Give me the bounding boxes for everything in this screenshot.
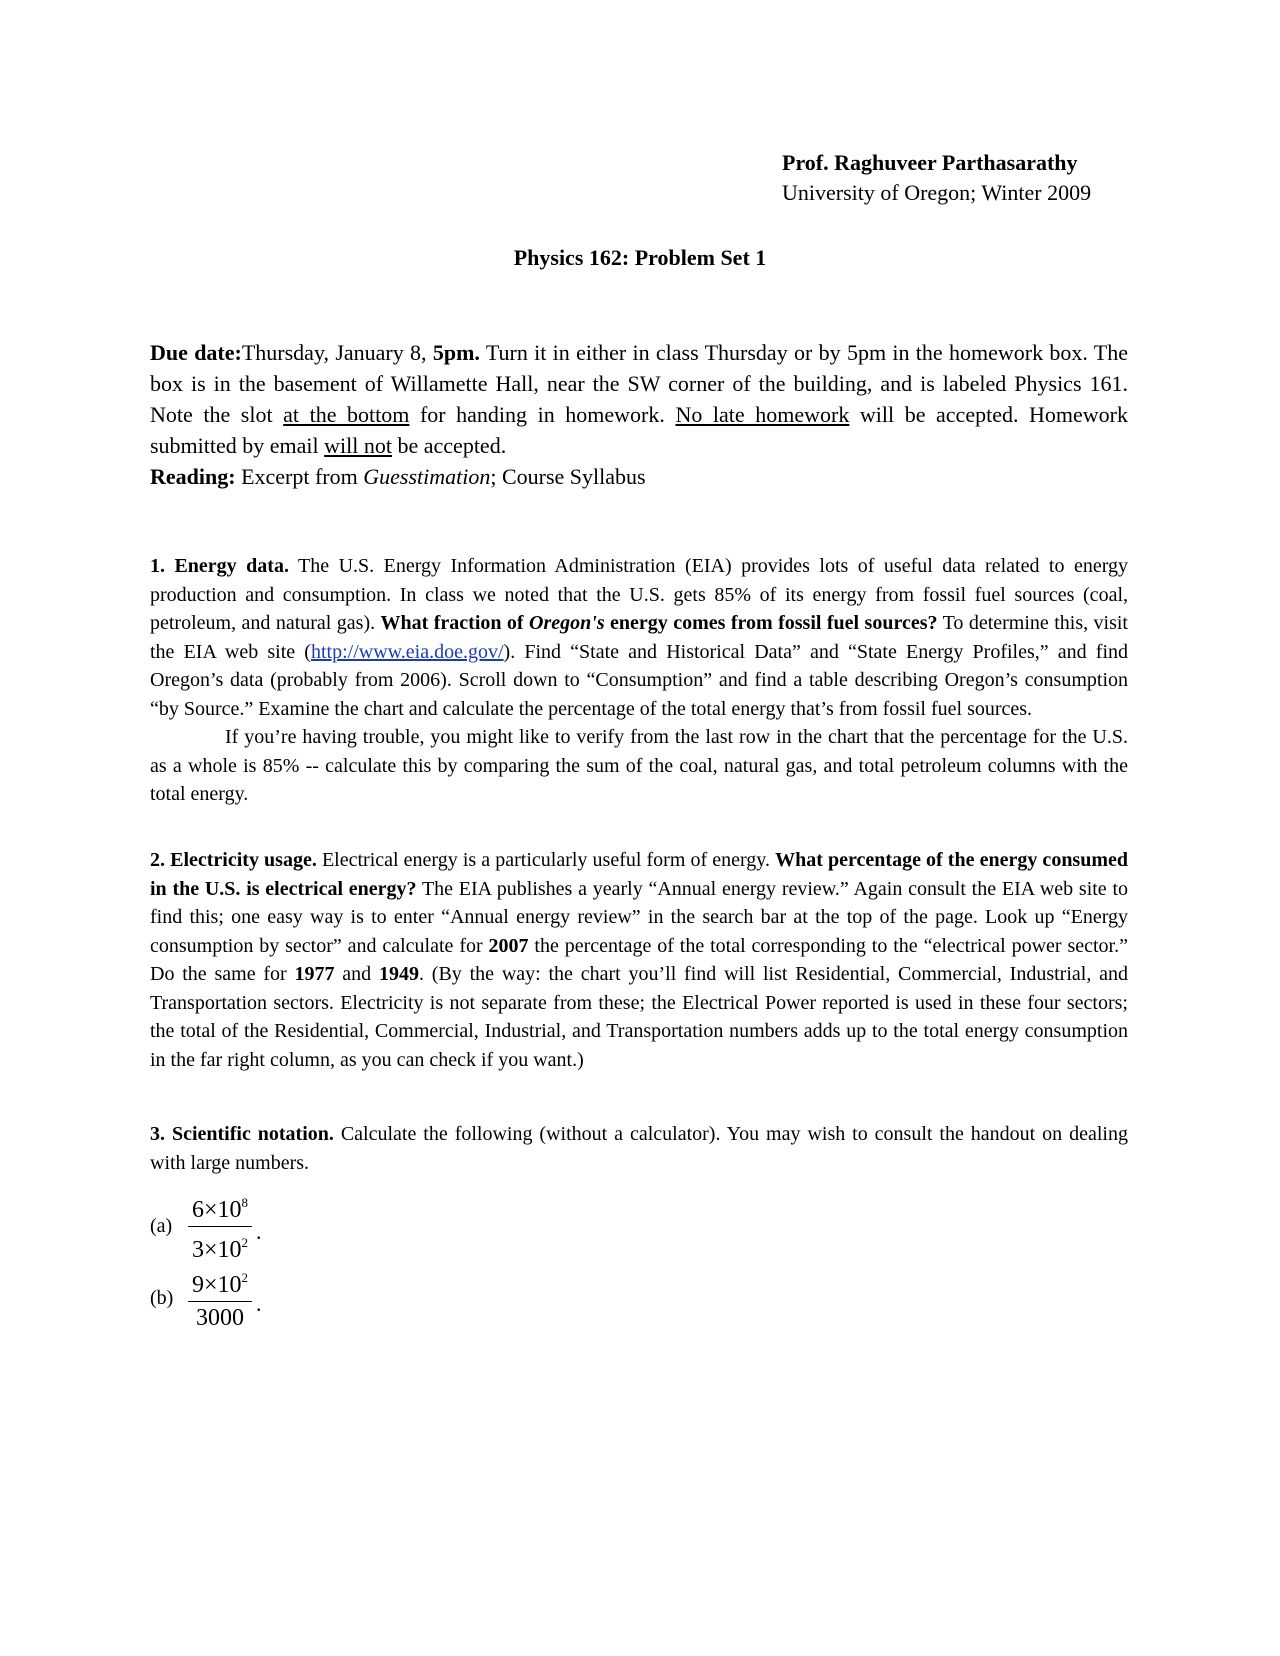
reading-text: Excerpt from (235, 464, 364, 489)
problem-3-paragraph (150, 1120, 1128, 1177)
due-text: will be accepted. Homework submitted by email (150, 402, 1129, 458)
slot-note: at the bottom (283, 402, 410, 427)
problem-1-heading: 1. Energy data. (150, 555, 289, 577)
reading-text: ; Course Syllabus (490, 464, 646, 489)
fraction-b-numerator (188, 1262, 252, 1302)
problem-text: the percentage of the total corresponding to the “electrical power sector.” Do the same for (150, 934, 1128, 985)
eia-link[interactable]: http://www.eia.doe.gov/ (310, 640, 504, 663)
problem-text: Calculate the following (without a calculator). You may wish to consult the handout on dealing with large numbers. (150, 1123, 1128, 1174)
problem-1-paragraph-2: If you’re having trouble, you might like to verify from the last row in the chart that the percentage for the U.S. as a whole is 85% -- calculate this by comparing the sum of the coal, natural gas, and total petroleum columns with the total energy. (150, 726, 1128, 805)
problem-question: What percentage of the energy consumed in the U.S. is electrical energy? (150, 849, 1129, 900)
due-text: Turn it in either in class Thursday or by 5pm in the homework box. The box is in the basement of Willamette Hall, near the SW corner of the building, and is labeled Physics 161. Note the slot (150, 340, 1128, 427)
problem-question: What fraction of (380, 612, 530, 634)
problem-2 (150, 846, 1128, 1074)
fraction-b-denominator: 3000 (196, 1305, 245, 1331)
year-1949: 1949 (378, 963, 419, 985)
expression-b (150, 1260, 262, 1336)
expression-b-label: (b) (150, 1286, 174, 1309)
problem-text: Electrical energy is a particularly useful form of energy. (316, 849, 776, 871)
denominator-exponent: 2 (241, 1234, 249, 1250)
oregon-emphasis: Oregon's (529, 612, 605, 634)
will-not-note: will not (324, 433, 392, 458)
year-2007: 2007 (488, 934, 529, 957)
fraction-b (188, 1262, 252, 1334)
problem-text: The U.S. Energy Information Administration (EIA) provides lots of useful data related to energy production and consumption. In class we noted that the U.S. gets 85% of its energy from fossil fuel sources (coal, petroleum, and natural gas). (150, 555, 1128, 634)
due-time: 5pm. (432, 340, 480, 365)
author-block (782, 148, 1091, 208)
due-date-paragraph (150, 337, 1128, 461)
numerator-base: 9×10 (192, 1272, 242, 1298)
reading-label: Reading: (150, 464, 236, 489)
reading-book-title: Guesstimation (363, 464, 491, 489)
problem-text: The EIA publishes a yearly “Annual energy review.” Again consult the EIA web site to find this; one easy way is to enter “Annual energy review” in the search bar at the top of the page. Look up “Energy consumption by sector” and calculate for (150, 877, 1129, 957)
problem-3-heading: 3. Scientific notation. (150, 1123, 334, 1145)
due-date-label: Due date: (150, 340, 242, 365)
no-late-note: No late homework (675, 402, 850, 427)
due-text: be accepted. (392, 433, 507, 458)
expression-b-period: . (256, 1291, 262, 1316)
due-date-text: Thursday, January 8, (241, 340, 433, 365)
denominator-base: 3×10 (192, 1236, 242, 1263)
reading-line (150, 461, 1128, 492)
numerator-exponent: 2 (241, 1270, 249, 1285)
expression-a (150, 1188, 262, 1264)
expression-a-label: (a) (150, 1214, 173, 1237)
problem-text: ). Find “State and Historical Data” and “State Energy Profiles,” and find Oregon’s data (probably from 2006). Scroll down to “Consumption” and find a table describing Oregon’s consumption “by Source.” Examine the chart and calculate the percentage of the total energy that’s from fossil fuel sources. (150, 640, 1129, 720)
fraction-a (188, 1187, 252, 1266)
numerator-exponent: 8 (241, 1194, 249, 1210)
problem-2-heading: 2. Electricity usage. (150, 849, 317, 871)
problem-question: energy comes from fossil fuel sources? (604, 612, 938, 634)
expression-a-period: . (256, 1219, 262, 1244)
numerator-base: 6×10 (192, 1196, 242, 1223)
due-text: for handing in homework. (409, 402, 676, 427)
problem-text: . (By the way: the chart you’ll find will list Residential, Commercial, Industrial, and Transportation sectors. Electricity is not separate from these; the Electrical Power reported is used in these four sectors; the total of the Residential, Commercial, Industrial, and Transportation numbers adds up to the total energy consumption in the far right column, as you can check if you want.) (150, 963, 1129, 1071)
problem-text: and (334, 963, 379, 985)
problem-1 (150, 552, 1128, 809)
author-name: Prof. Raghuveer Parthasarathy (782, 150, 1078, 175)
fraction-a-numerator (188, 1187, 252, 1227)
page-title: Physics 162: Problem Set 1 (513, 245, 767, 270)
problem-text: To determine this, visit the EIA web site ( (150, 612, 1128, 663)
problem-1-paragraph (150, 552, 1128, 723)
problem-3 (150, 1120, 1128, 1177)
problem-2-paragraph (150, 846, 1128, 1074)
year-1977: 1977 (294, 963, 335, 985)
author-affiliation: University of Oregon; Winter 2009 (782, 180, 1092, 205)
